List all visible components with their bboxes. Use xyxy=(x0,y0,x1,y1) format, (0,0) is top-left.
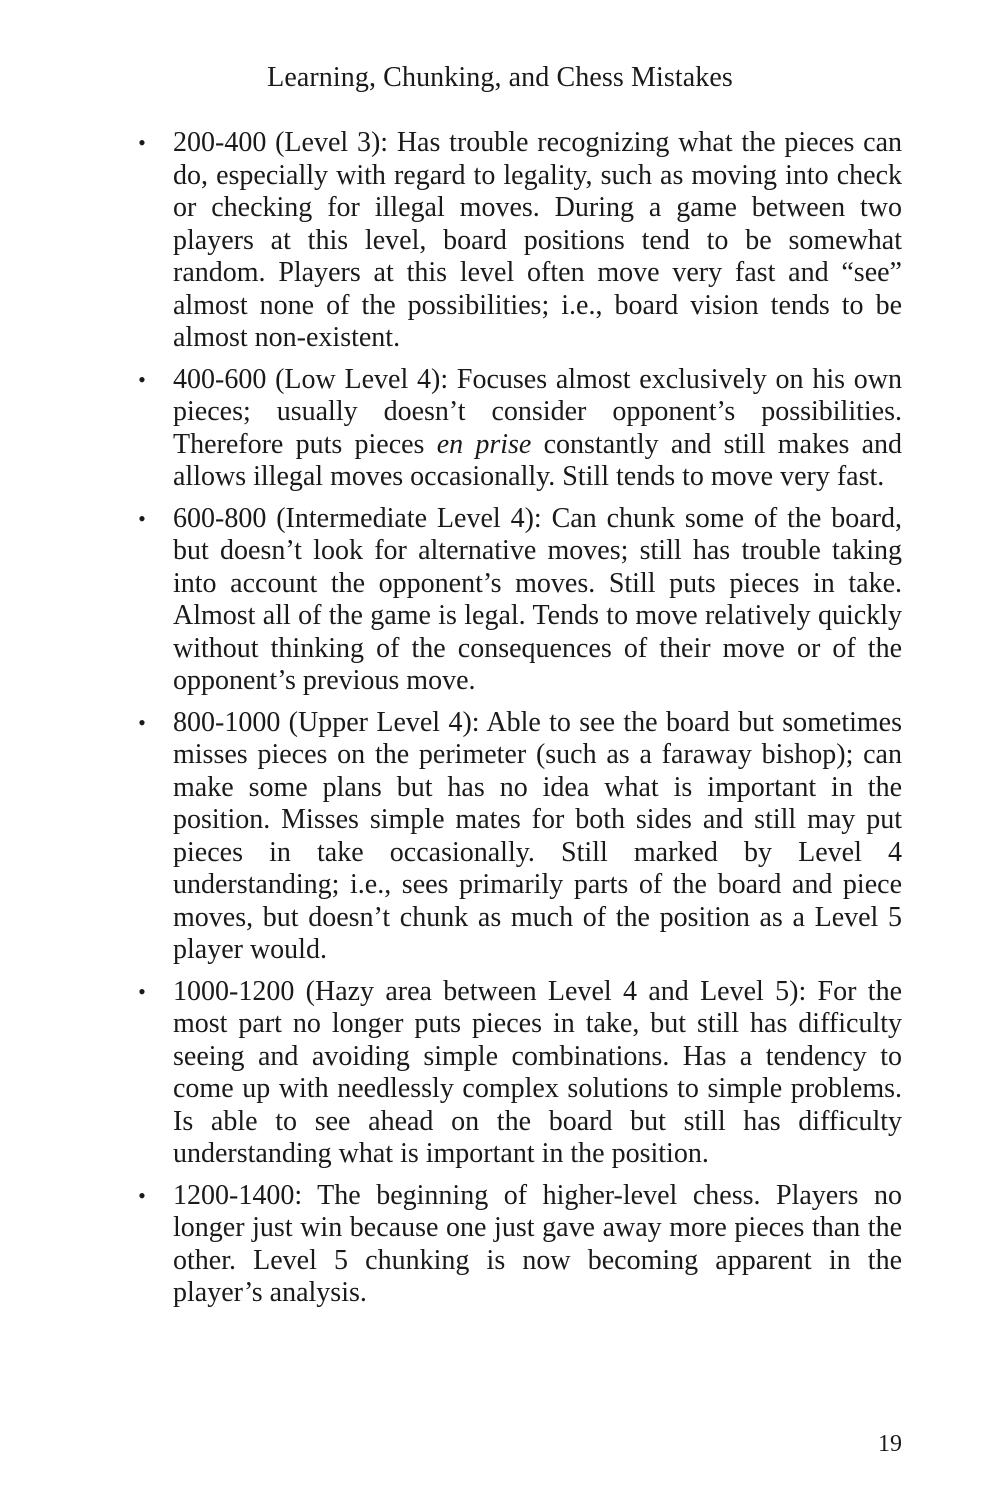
list-item-hazy-area xyxy=(138,975,902,1171)
italic-term: en prise xyxy=(436,428,532,460)
list-item-upper-level-4 xyxy=(138,706,902,967)
list-item-text: 200-400 (Level 3): Has trouble recognizing what the pieces can do, especially with regard to legality, such as moving into check or checking for illegal moves. During a game between two players at this level, board positions tend to be somewhat random. Players at this level often move very fast and “see” almost none of the possibilities; i.e., board vision tends to be almost non-existent. xyxy=(173,127,902,353)
bullet-icon: • xyxy=(138,130,146,155)
list-item-low-level-4 xyxy=(138,363,902,494)
rating-level-list xyxy=(138,127,902,1310)
bullet-icon: • xyxy=(138,709,146,735)
list-item-intermediate-level-4 xyxy=(138,502,902,698)
list-item-text-part: constantly and still makes and allows illegal moves occasionally. Still tends to move very fast. xyxy=(173,428,902,492)
page-number: 19 xyxy=(878,1431,902,1457)
list-item-level-3 xyxy=(138,127,902,355)
list-item-text: 800-1000 (Upper Level 4): Able to see the board but sometimes misses pieces on the perimeter (such as a faraway bishop); can make some plans but has no idea what is important in the position. Misses simple mates for both sides and still may put pieces in take occasionally. Still marked by Level 4 understanding; i.e., sees primarily parts of the board and piece moves, but doesn’t chunk as much of the position as a Level 5 player would. xyxy=(173,706,902,965)
list-item-text-part: 400-600 (Low Level 4): Focuses almost exclusively on his own pieces; usually doesn’t consider opponent’s possibilities. Therefore puts pieces xyxy=(173,363,902,460)
list-item-text: 600-800 (Intermediate Level 4): Can chunk some of the board, but doesn’t look for alternative moves; still has trouble taking into account the opponent’s moves. Still puts pieces in take. Almost all of the game is legal. Tends to move relatively quickly without thinking of the consequences of their move or of the opponent’s previous move. xyxy=(173,502,902,696)
list-item-text xyxy=(173,364,902,493)
list-item-text: 1000-1200 (Hazy area between Level 4 and Level 5): For the most part no longer puts pieces in take, but still has difficulty seeing and avoiding simple combinations. Has a tendency to come up with needlessly complex solutions to simple problems. Is able to see ahead on the board but still has difficulty understanding what is important in the position. xyxy=(173,975,902,1169)
bullet-icon: • xyxy=(138,366,146,392)
bullet-icon: • xyxy=(138,978,146,1004)
bullet-icon: • xyxy=(138,1182,146,1208)
list-item-higher-level-chess xyxy=(138,1179,902,1310)
bullet-icon: • xyxy=(138,505,146,531)
page-body xyxy=(138,127,902,1319)
list-item-text: 1200-1400: The beginning of higher-level chess. Players no longer just win because one just gave away more pieces than the other. Level 5 chunking is now becoming apparent in the player’s analysis. xyxy=(173,1179,902,1308)
running-head-title: Learning, Chunking, and Chess Mistakes xyxy=(267,62,733,93)
